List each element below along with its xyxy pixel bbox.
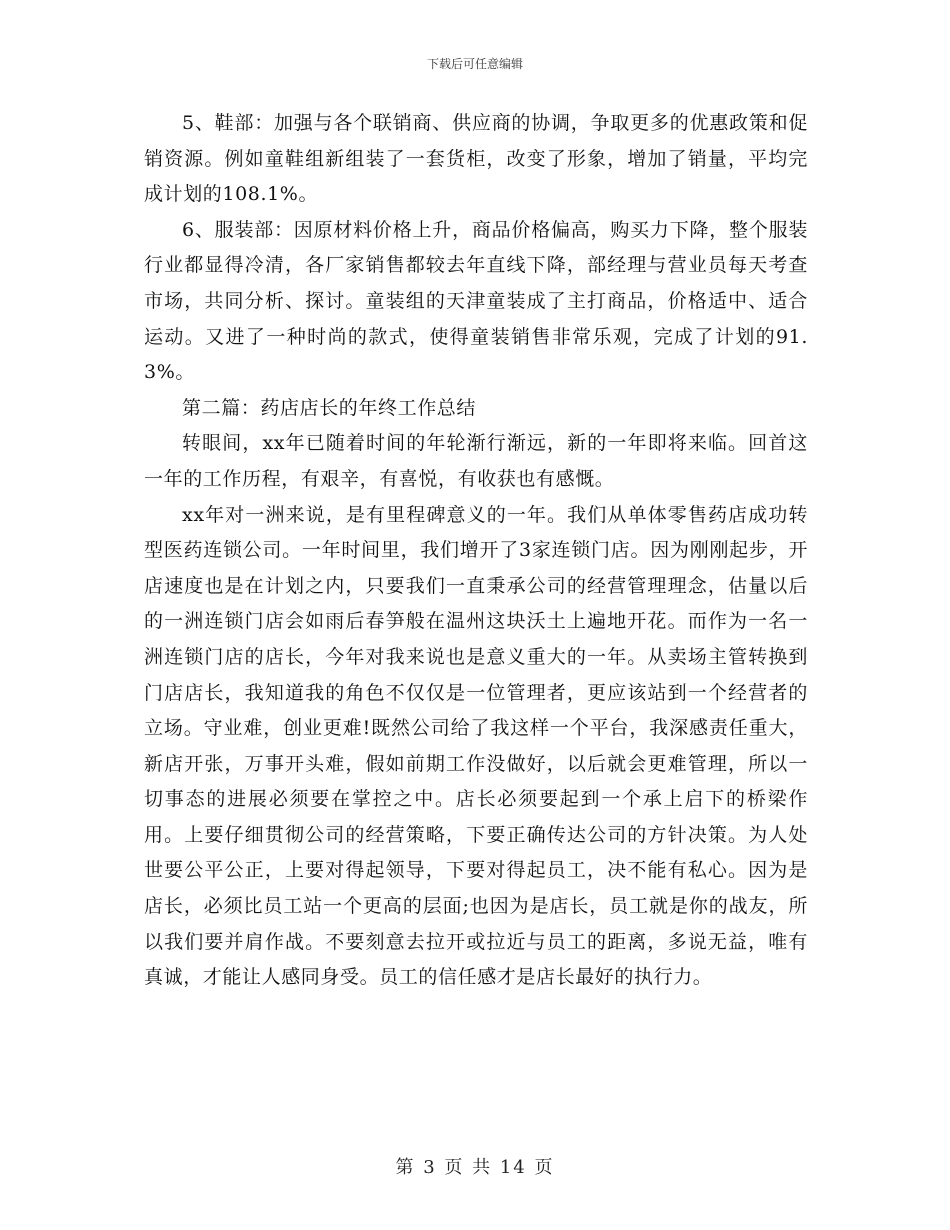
- paragraph-clothing-department: 6、服装部：因原材料价格上升，商品价格偏高，购买力下降，整个服装行业都显得冷清，各厂家销售都较去年直线下降，部经理与营业员每天考查市场，共同分析、探讨。童装组的天津童装成了主打商品，价格适中、适合运动。又进了一种时尚的款式，使得童装销售非常乐观，完成了计划的91.3%。: [144, 218, 808, 384]
- section-heading: 第二篇：药店店长的年终工作总结: [182, 396, 477, 419]
- document-body: [144, 106, 808, 996]
- paragraph-main: xx年对一洲来说，是有里程碑意义的一年。我们从单体零售药店成功转型医药连锁公司。一年时间里，我们增开了3家连锁门店。因为刚刚起步，开店速度也是在计划之内，只要我们一直秉承公司的经营管理理念，估量以后的一洲连锁门店会如雨后春笋般在温州这块沃土上遍地开花。而作为一名一洲连锁门店的店长，今年对我来说也是意义重大的一年。从卖场主管转换到门店店长，我知道我的角色不仅仅是一位管理者，更应该站到一个经营者的立场。守业难，创业更难!既然公司给了我这样一个平台，我深感责任重大，新店开张，万事开头难，假如前期工作没做好，以后就会更难管理，所以一切事态的进展必须要在掌控之中。店长必须要起到一个承上启下的桥梁作用。上要仔细贯彻公司的经营策略，下要正确传达公司的方针决策。为人处世要公平公正，上要对得起领导，下要对得起员工，决不能有私心。因为是店长，必须比员工站一个更高的层面;也因为是店长，员工就是你的战友，所以我们要并肩作战。不要刻意去拉开或拉近与员工的距离，多说无益，唯有真诚，才能让人感同身受。员工的信任感才是店长最好的执行力。: [144, 503, 808, 989]
- header-note: 下载后可任意编辑: [426, 57, 523, 71]
- page-number: 第 3 页 共 14 页: [395, 1157, 555, 1178]
- paragraph-shoe-department: 5、鞋部：加强与各个联销商、供应商的协调，争取更多的优惠政策和促销资源。例如童鞋组新组装了一套货柜，改变了形象，增加了销量，平均完成计划的108.1%。: [144, 112, 808, 206]
- paragraph-intro: 转眼间，xx年已随着时间的年轮渐行渐远，新的一年即将来临。回首这一年的工作历程，有艰辛，有喜悦，有收获也有感慨。: [144, 432, 808, 490]
